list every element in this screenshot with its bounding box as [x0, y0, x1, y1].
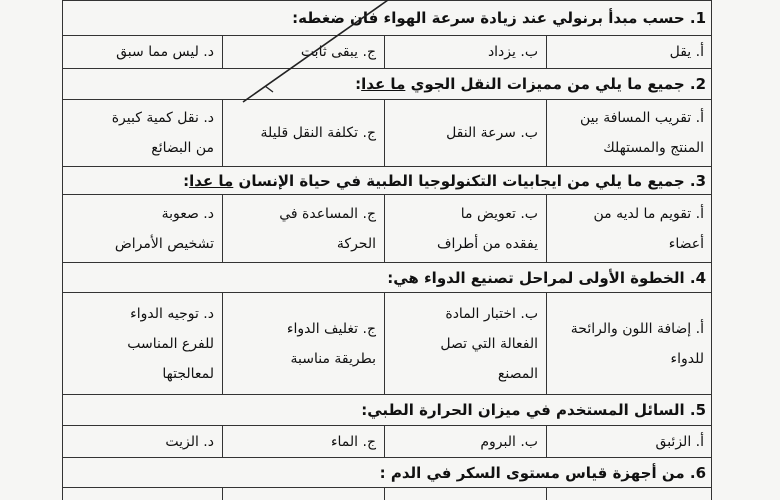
question-5-text: 5. السائل المستخدم في ميزان الحرارة الطبي:: [361, 401, 706, 419]
option-c[interactable]: ج. الماء: [222, 426, 384, 457]
option-c[interactable]: ج. يبقى ثابت: [222, 36, 384, 68]
question-6: [62, 458, 712, 488]
answers-6-partial: [62, 488, 712, 500]
question-2-except: ما عدا: [361, 75, 406, 93]
option-c[interactable]: ج. تغليف الدواء بطريقة مناسبة: [222, 293, 384, 394]
option-a[interactable]: أ. تقريب المسافة بين المنتج والمستهلك: [546, 100, 712, 166]
option-a[interactable]: أ. تقويم ما لديه من أعضاء: [546, 195, 712, 262]
answers-2: [62, 100, 712, 167]
question-4: [62, 263, 712, 293]
answers-1: [62, 36, 712, 69]
answers-4: [62, 293, 712, 395]
question-3-except: ما عدا: [189, 171, 234, 190]
option-a[interactable]: أ. إضافة اللون والرائحة للدواء: [546, 293, 712, 394]
option-c[interactable]: ج. المساعدة في الحركة: [222, 195, 384, 262]
question-1: [62, 0, 712, 36]
question-3: 3. جميع ما يلي من ايجابيات التكنولوجيا الطبية في حياة الإنسان ما عدا :: [62, 167, 712, 195]
question-2-text: 2. جميع ما يلي من مميزات النقل الجوي: [410, 75, 706, 93]
question-5: [62, 395, 712, 426]
option-b[interactable]: ب. اختبار المادة الفعالة التي تصل المصنع: [384, 293, 546, 394]
option-d[interactable]: د. الزيت: [165, 433, 214, 450]
question-6-text: 6. من أجهزة قياس مستوى السكر في الدم :: [379, 463, 706, 482]
question-2: 2. جميع ما يلي من مميزات النقل الجوي ما عدا :: [62, 69, 712, 100]
option-d[interactable]: د. ليس مما سبق: [116, 44, 214, 60]
option-b[interactable]: ب. البروم: [384, 426, 546, 457]
option-d[interactable]: د. نقل كمية كبيرة من البضائع: [111, 110, 214, 156]
option-a[interactable]: أ. يقل: [546, 36, 712, 68]
question-4-text: 4. الخطوة الأولى لمراحل تصنيع الدواء هي:: [387, 268, 706, 287]
option-d[interactable]: د. صعوبة تشخيص الأمراض: [114, 205, 214, 252]
option-a-partial: [546, 488, 712, 500]
option-b[interactable]: ب. يزداد: [384, 36, 546, 68]
answers-3: [62, 195, 712, 263]
question-1-text: 1. حسب مبدأ برنولي عند زيادة سرعة الهواء فان ضغطه:: [292, 9, 706, 27]
option-d[interactable]: د. توجيه الدواء للفرع المناسب لمعالجتها: [127, 305, 214, 382]
option-c-partial: [222, 488, 384, 500]
option-b-partial: [384, 488, 546, 500]
option-d-partial: [62, 488, 222, 500]
answers-5: [62, 426, 712, 458]
question-3-text: 3. جميع ما يلي من ايجابيات التكنولوجيا الطبية في حياة الإنسان: [238, 171, 706, 190]
option-c[interactable]: ج. تكلفة النقل قليلة: [222, 100, 384, 166]
option-b[interactable]: ب. سرعة النقل: [384, 100, 546, 166]
option-a[interactable]: أ. الزئبق: [546, 426, 712, 457]
option-b[interactable]: ب. تعويض ما يفقده من أطراف: [384, 195, 546, 262]
